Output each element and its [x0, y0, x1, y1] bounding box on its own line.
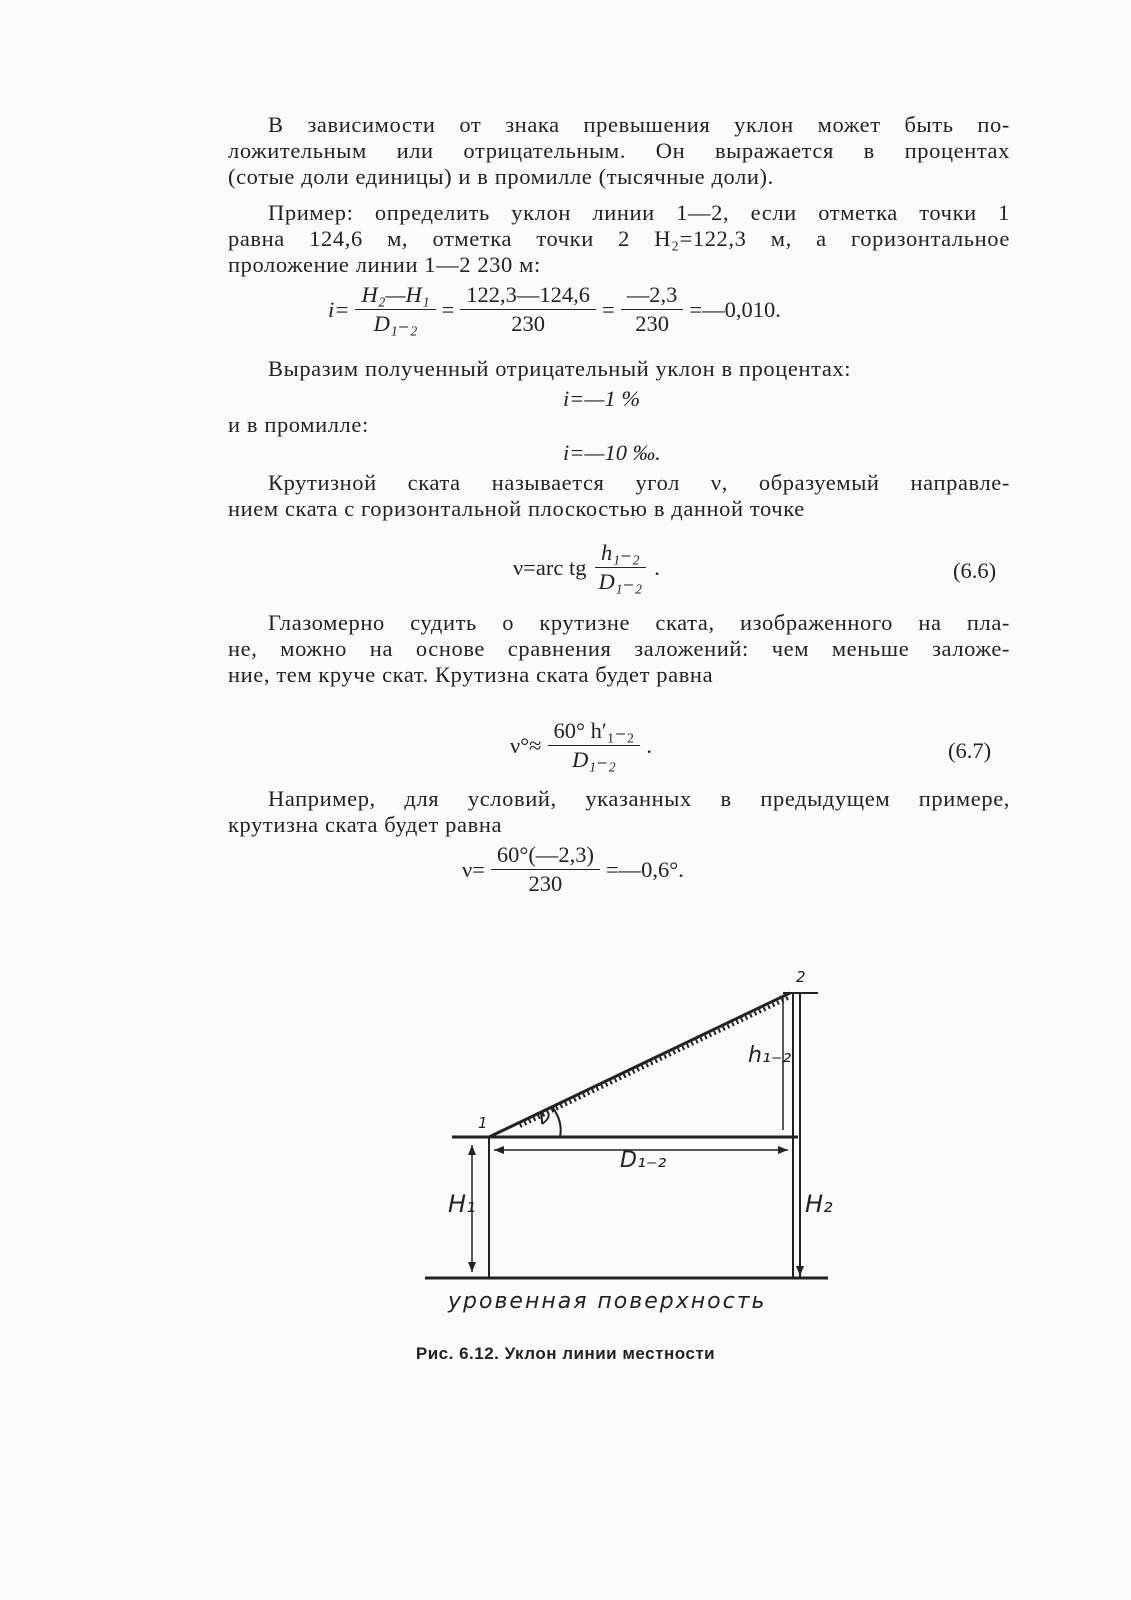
- fraction-denominator: 230: [511, 311, 546, 336]
- H2-label: H₂: [805, 1190, 833, 1218]
- equation-number: (6.6): [953, 558, 997, 583]
- d-label: D₁₋₂: [620, 1148, 667, 1173]
- text-line: Крутизной ската называется угол ν, образуемый направле-: [268, 470, 1010, 495]
- text-line: Глазомерно судить о крутизне ската, изображенного на пла-: [268, 610, 1010, 635]
- point-2-label: 2: [796, 968, 806, 986]
- formula-lhs: i=: [328, 296, 350, 322]
- fraction-denominator: 230: [635, 311, 669, 336]
- formula-text: i=—1 %: [563, 386, 641, 411]
- point-1-label: 1: [478, 1114, 488, 1132]
- text-line: и в промилле:: [228, 412, 369, 437]
- formula-lhs: ν=arc tg: [513, 554, 587, 580]
- H1-arrow-head-bottom: [468, 1262, 476, 1272]
- formula-lhs: ν=: [462, 856, 485, 882]
- formula-tail: .: [654, 554, 660, 580]
- fraction-numerator: 122,3—124,6: [460, 282, 596, 310]
- H2-arrow-head-bottom: [796, 1266, 804, 1276]
- fraction-denominator: D₁₋₂: [373, 311, 418, 336]
- equals-sign: =: [602, 296, 615, 322]
- text-line: В зависимости от знака превышения уклон может быть по-: [268, 112, 1010, 137]
- equation-number: (6.7): [948, 738, 992, 763]
- text-line: (сотые доли единицы) и в промилле (тысячные доли).: [228, 164, 774, 189]
- formula-lhs: ν°≈: [510, 732, 542, 758]
- text-line: проложение линии 1—2 230 м:: [228, 252, 541, 277]
- fraction-denominator: D₁₋₂: [598, 569, 643, 594]
- surface-label: уровенная поверхность: [448, 1289, 767, 1314]
- formula-tail: .: [646, 732, 653, 758]
- fraction-numerator: 60° h′₁₋₂: [548, 718, 641, 746]
- text-line: Выразим полученный отрицательный уклон в процентах:: [268, 356, 852, 381]
- text-line: равна 124,6 м, отметка точки 2 H₂=122,3 м, а горизонтальное: [228, 226, 1010, 251]
- text-line: ложительным или отрицательным. Он выражается в процентах: [228, 138, 1010, 163]
- fraction-numerator: 60°(—2,3): [491, 842, 600, 870]
- text-line: Пример: определить уклон линии 1—2, если отметка точки 1: [268, 200, 1010, 225]
- h-label: h₁₋₂: [748, 1043, 792, 1068]
- formula-result: =—0,6°.: [605, 856, 684, 882]
- text-line: Например, для условий, указанных в предыдущем примере,: [268, 786, 1010, 811]
- text-line: не, можно на основе сравнения заложений: чем меньше заложе-: [228, 636, 1010, 661]
- angle-label: ν: [538, 1105, 551, 1130]
- text-line: ние, тем круче скат. Крутизна ската будет равна: [228, 662, 714, 687]
- text-line: нием ската с горизонтальной плоскостью в данной точке: [228, 496, 805, 521]
- fraction-numerator: —2,3: [621, 282, 684, 310]
- angle-arc: [553, 1108, 561, 1137]
- fraction-numerator: h₁₋₂: [595, 540, 646, 568]
- d-arrow-head-right: [778, 1146, 788, 1154]
- fraction-denominator: 230: [528, 871, 563, 896]
- slope-line: [489, 993, 790, 1137]
- H1-label: H₁: [448, 1190, 476, 1218]
- fraction-denominator: D₁₋₂: [572, 747, 616, 772]
- equals-sign: =: [441, 296, 455, 322]
- fraction-numerator: H₂—H₁: [355, 282, 435, 310]
- d-arrow-head-left: [494, 1146, 504, 1154]
- formula-result: =—0,010.: [689, 296, 781, 322]
- formula-text: i=—10 ‰.: [563, 440, 661, 465]
- figure-caption: Рис. 6.12. Уклон линии местности: [415, 1344, 716, 1363]
- text-line: крутизна ската будет равна: [228, 812, 503, 837]
- H1-arrow-head-top: [468, 1145, 476, 1155]
